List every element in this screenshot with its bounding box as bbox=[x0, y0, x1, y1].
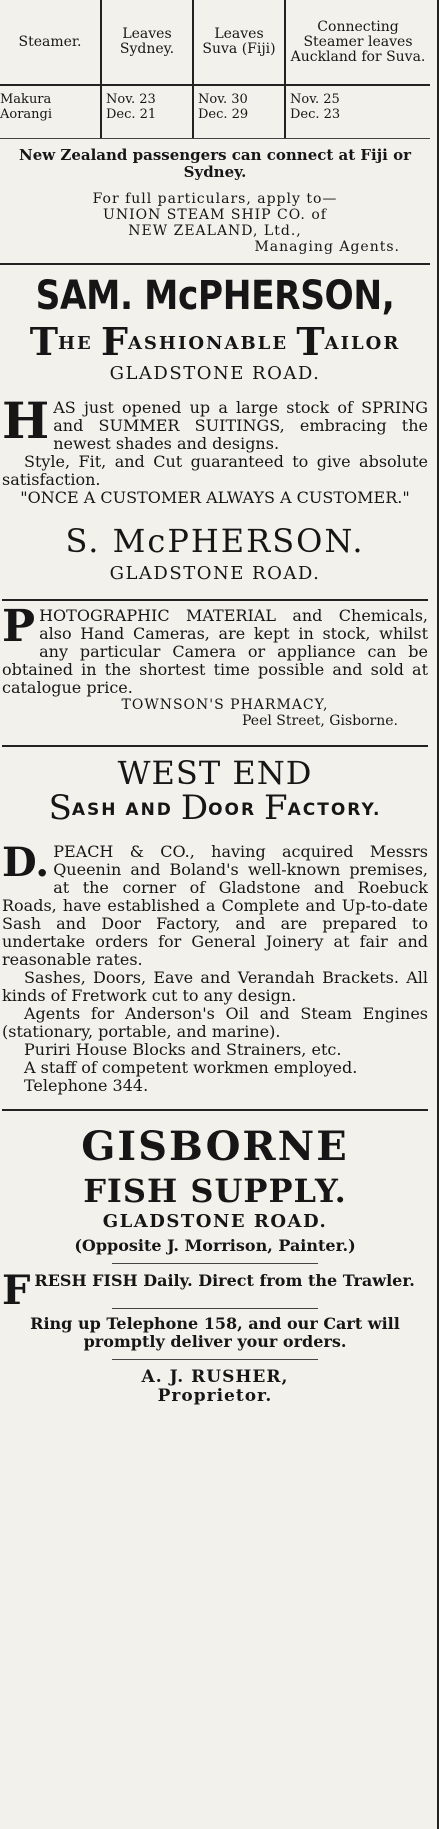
factory-advert bbox=[0, 747, 430, 1111]
heading-word: HE bbox=[57, 333, 101, 354]
cell-value: Dec. 29 bbox=[198, 107, 249, 122]
advert-title: SAM. McPHERSON, bbox=[35, 273, 395, 319]
signature-address: GLADSTONE ROAD. bbox=[109, 563, 321, 584]
cell-steamer bbox=[0, 85, 101, 138]
advert-body bbox=[2, 601, 428, 697]
heading-word: ASHIONABLE bbox=[127, 333, 297, 354]
header-connecting: Connecting Steamer leaves Auckland for Suva. bbox=[290, 18, 426, 65]
drop-cap: P bbox=[2, 601, 36, 652]
divider bbox=[112, 1359, 318, 1360]
address: GLADSTONE ROAD. bbox=[109, 363, 321, 384]
heading-initial: F bbox=[264, 788, 288, 828]
advert-title: WEST END bbox=[117, 754, 313, 792]
ring-text: Ring up Telephone 158, and our Cart will promptly deliver your orders. bbox=[30, 1314, 400, 1351]
address-note: (Opposite J. Morrison, Painter.) bbox=[74, 1236, 356, 1255]
heading-initial: T bbox=[296, 319, 325, 364]
heading-word: OOR bbox=[208, 800, 265, 820]
heading-initial: D bbox=[180, 788, 209, 828]
shipping-advert bbox=[0, 0, 430, 265]
header-leaves-sydney: Leaves Sydney. bbox=[101, 0, 193, 85]
drop-cap: H bbox=[2, 391, 50, 450]
cell-value: Nov. 30 bbox=[198, 92, 248, 107]
company-name-2: NEW ZEALAND, Ltd., bbox=[128, 223, 302, 239]
cell-value: Nov. 23 bbox=[106, 92, 156, 107]
photographic-advert bbox=[0, 601, 430, 747]
pharmacy-name: TOWNSON'S PHARMACY, bbox=[121, 697, 329, 713]
managing-agents: Managing Agents. bbox=[254, 239, 400, 255]
fish-advert bbox=[0, 1111, 430, 1406]
advert-subtitle: FISH SUPPLY. bbox=[83, 1172, 347, 1210]
divider bbox=[112, 1308, 318, 1309]
proprietor-title: Proprietor. bbox=[157, 1386, 273, 1406]
body-text: Puriri House Blocks and Strainers, etc. bbox=[24, 1040, 342, 1059]
cell-value: Nov. 25 bbox=[290, 92, 340, 107]
body-text: Sashes, Doors, Eave and Verandah Brackets. All kinds of Fretwork cut to any design. bbox=[2, 968, 428, 1005]
cell-auckland bbox=[285, 85, 430, 138]
tailor-heading bbox=[2, 319, 428, 364]
cell-value: Dec. 23 bbox=[290, 107, 341, 122]
body-text: Agents for Anderson's Oil and Steam Engines (stationary, portable, and marine). bbox=[2, 1004, 428, 1041]
heading-word: ASH AND bbox=[71, 800, 181, 820]
header-steamer: Steamer. bbox=[0, 0, 101, 85]
shipping-table bbox=[0, 0, 430, 138]
cell-value: Makura bbox=[0, 92, 52, 107]
heading-word: AILOR bbox=[324, 333, 401, 354]
proprietor-name: A. J. RUSHER, bbox=[141, 1367, 289, 1387]
advert-body bbox=[2, 1267, 428, 1314]
advert-body bbox=[2, 839, 428, 969]
drop-cap: D. bbox=[2, 839, 50, 886]
table-row bbox=[0, 85, 430, 138]
heading-initial: T bbox=[29, 319, 58, 364]
signature-name: S. McPHERSON. bbox=[65, 522, 365, 560]
body-text: Style, Fit, and Cut guaranteed to give absolute satisfaction. bbox=[2, 452, 428, 489]
heading-initial: F bbox=[100, 319, 128, 364]
cell-value: Aorangi bbox=[0, 107, 53, 122]
body-text: RESH FISH Daily. Direct from the Trawler. bbox=[34, 1271, 415, 1290]
heading-initial: S bbox=[48, 788, 72, 828]
cell-suva bbox=[193, 85, 285, 138]
cell-value: Dec. 21 bbox=[106, 107, 157, 122]
heading-word: ACTORY. bbox=[287, 800, 382, 820]
nz-note: New Zealand passengers can connect at Fiji or Sydney. bbox=[18, 146, 411, 181]
body-text: HOTOGRAPHIC MATERIAL and Chemicals, also Hand Cameras, are kept in stock, whilst any particular Camera or appliance can be obtained in the shortest time possible and sold at catalogue price. bbox=[2, 606, 428, 697]
factory-heading bbox=[2, 788, 428, 828]
body-text: A staff of competent workmen employed. bbox=[24, 1058, 358, 1077]
cell-sydney bbox=[101, 85, 193, 138]
advert-title: GISBORNE bbox=[81, 1123, 349, 1170]
slogan: "ONCE A CUSTOMER ALWAYS A CUSTOMER." bbox=[20, 488, 410, 507]
header-leaves-suva: Leaves Suva (Fiji) bbox=[193, 0, 285, 85]
body-text: PEACH & CO., having acquired Messrs Queenin and Boland's well-known premises, at the corner of Gladstone and Roebuck Roads, have established a Complete and Up-to-date Sash and Door Factory, and are prepared to undertake orders for General Joinery at fair and reasonable rates. bbox=[2, 842, 428, 969]
telephone: Telephone 344. bbox=[24, 1076, 149, 1095]
address: GLADSTONE ROAD. bbox=[102, 1211, 328, 1232]
company-name: UNION STEAM SHIP CO. of bbox=[103, 207, 327, 223]
pharmacy-address: Peel Street, Gisborne. bbox=[242, 713, 398, 729]
drop-cap: F bbox=[2, 1267, 31, 1314]
divider bbox=[112, 1263, 318, 1264]
tailor-advert bbox=[0, 265, 430, 601]
particulars-line: For full particulars, apply to— bbox=[92, 191, 338, 207]
advert-body bbox=[2, 391, 428, 453]
body-text: AS just opened up a large stock of SPRING and SUMMER SUITINGS, embracing the newest shades and designs. bbox=[53, 398, 428, 453]
